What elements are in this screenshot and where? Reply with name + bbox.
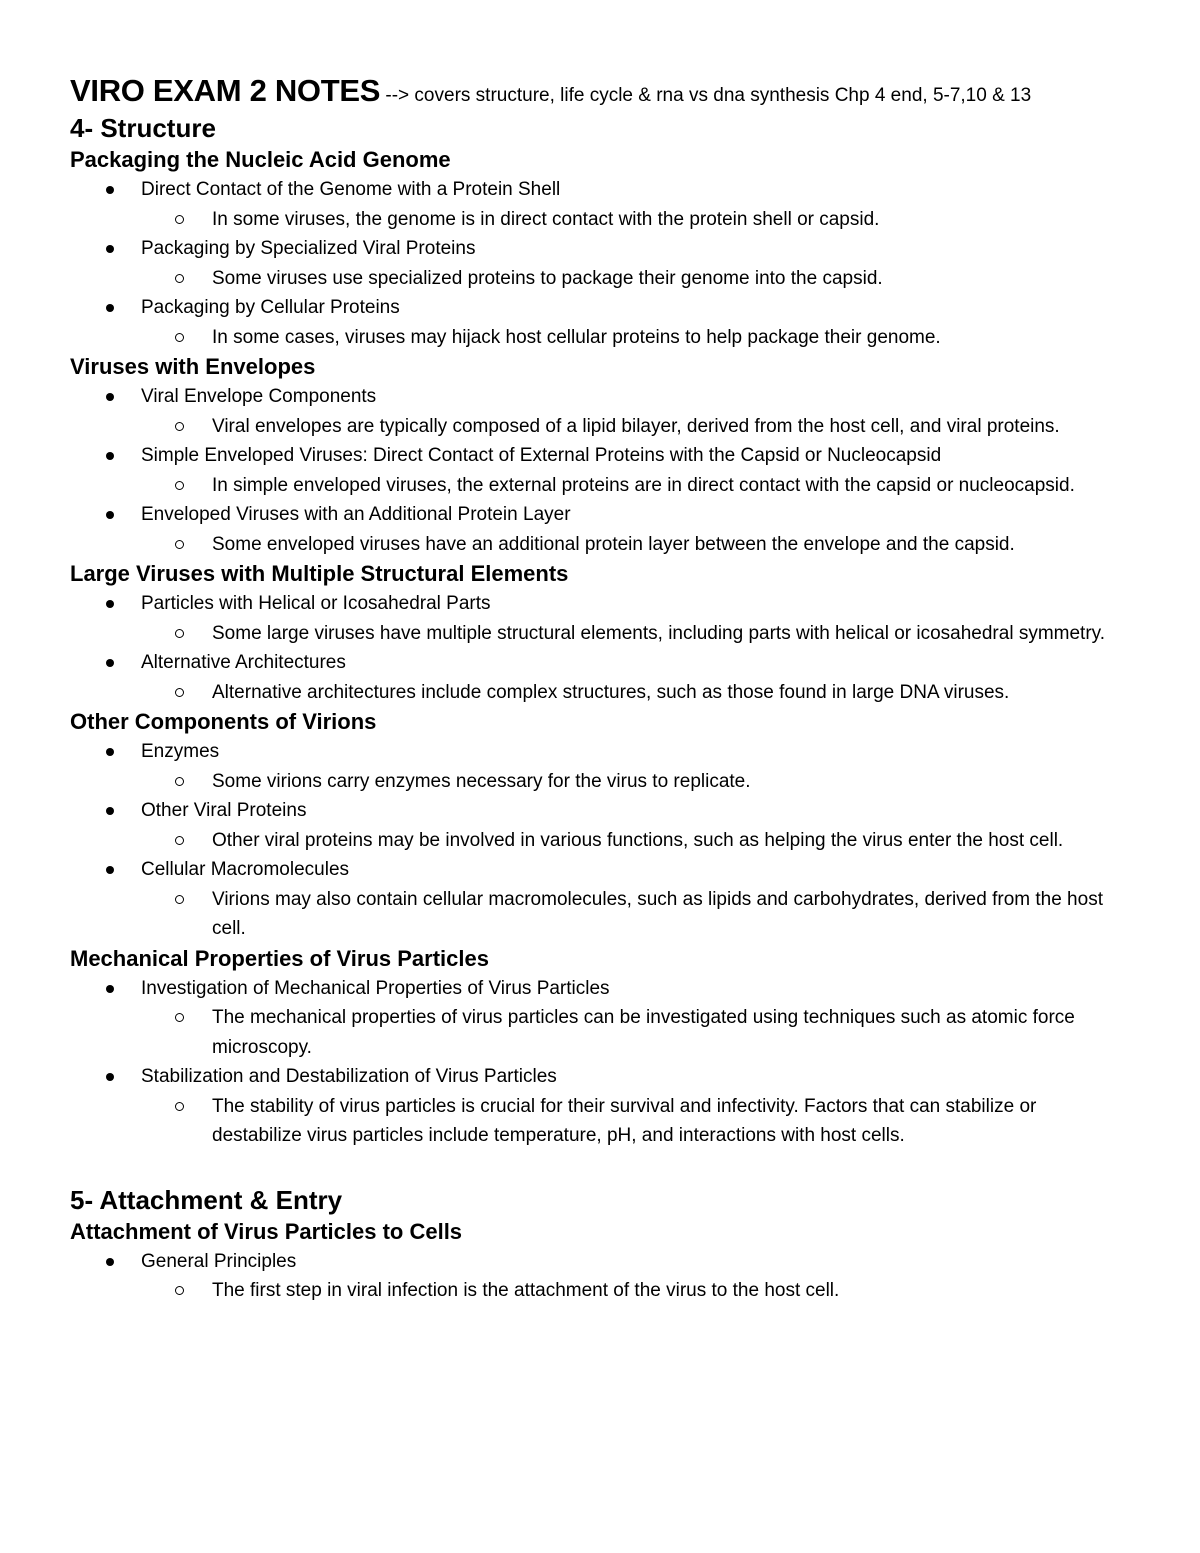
bullet-dot-icon <box>106 452 114 460</box>
bullet-text: Particles with Helical or Icosahedral Parts <box>141 593 491 614</box>
bullet-item <box>70 500 1130 559</box>
document-body <box>70 111 1130 1306</box>
section-heading: 5- Attachment & Entry <box>70 1184 343 1215</box>
subsection-heading: Large Viruses with Multiple Structural Elements <box>70 561 569 586</box>
sub-bullet-list <box>141 264 1130 294</box>
sub-bullet-list <box>141 1092 1130 1151</box>
bullet-circle-icon <box>175 777 184 786</box>
sub-bullet-item <box>141 471 1130 501</box>
bullet-text: Simple Enveloped Viruses: Direct Contact of External Proteins with the Capsid or Nucleocapsid <box>141 445 942 466</box>
sub-bullet-text: In simple enveloped viruses, the external proteins are in direct contact with the capsid or nucleocapsid. <box>212 474 1075 496</box>
sub-bullet-text: Alternative architectures include complex structures, such as those found in large DNA viruses. <box>212 681 1010 703</box>
subsection-heading: Mechanical Properties of Virus Particles <box>70 945 489 971</box>
bullet-circle-icon <box>175 1286 184 1295</box>
sub-bullet-text: Some virions carry enzymes necessary for the virus to replicate. <box>212 770 751 792</box>
sub-bullet-item <box>141 826 1130 856</box>
bullet-text: Stabilization and Destabilization of Virus Particles <box>141 1066 557 1087</box>
sub-bullet-text: Some enveloped viruses have an additional protein layer between the envelope and the capsid. <box>212 533 1015 555</box>
sub-bullet-item <box>141 678 1130 708</box>
bullet-text: Enveloped Viruses with an Additional Protein Layer <box>141 504 571 525</box>
bullet-dot-icon <box>106 186 114 194</box>
subsection-heading: Viruses with Envelopes <box>70 354 316 379</box>
document-title-main: VIRO EXAM 2 NOTES <box>70 73 381 108</box>
bullet-circle-icon <box>175 481 184 490</box>
bullet-item <box>70 441 1130 500</box>
sub-bullet-text: The stability of virus particles is crucial for their survival and infectivity. Factors that can stabilize or destabilize virus particles include temperature, pH, and interactions with host cells. <box>212 1095 1037 1146</box>
sub-bullet-list <box>141 205 1130 235</box>
bullet-dot-icon <box>106 304 114 312</box>
sub-bullet-list <box>141 1003 1130 1062</box>
sub-bullet-text: The mechanical properties of virus particles can be investigated using techniques such as atomic force microscopy. <box>212 1007 1075 1058</box>
sub-bullet-text: The first step in viral infection is the attachment of the virus to the host cell. <box>212 1280 840 1301</box>
bullet-item <box>70 737 1130 796</box>
subsection-heading: Attachment of Virus Particles to Cells <box>70 1218 463 1244</box>
bullet-dot-icon <box>106 393 114 401</box>
bullet-text: Cellular Macromolecules <box>141 859 350 880</box>
bullet-item <box>70 796 1130 855</box>
sub-bullet-item <box>141 619 1130 649</box>
bullet-item <box>70 855 1130 944</box>
sub-bullet-text: In some cases, viruses may hijack host cellular proteins to help package their genome. <box>212 326 941 348</box>
document-title-subtitle: --> covers structure, life cycle & rna vs dna synthesis Chp 4 end, 5-7,10 & 13 <box>380 85 1032 106</box>
bullet-dot-icon <box>106 659 114 667</box>
bullet-circle-icon <box>175 629 184 638</box>
bullet-list <box>70 974 1130 1151</box>
bullet-dot-icon <box>106 511 114 519</box>
bullet-circle-icon <box>175 422 184 431</box>
sub-bullet-list <box>141 619 1130 649</box>
bullet-item <box>70 589 1130 648</box>
sub-bullet-item <box>141 264 1130 294</box>
bullet-text: General Principles <box>141 1250 297 1272</box>
sub-bullet-text: In some viruses, the genome is in direct contact with the protein shell or capsid. <box>212 208 880 230</box>
sub-bullet-item <box>141 205 1130 235</box>
bullet-circle-icon <box>175 274 184 283</box>
bullet-list <box>70 382 1130 559</box>
bullet-item <box>70 234 1130 293</box>
bullet-list <box>70 175 1130 352</box>
sub-bullet-text: Viral envelopes are typically composed of a lipid bilayer, derived from the host cell, and viral proteins. <box>212 415 1060 437</box>
sub-bullet-list <box>141 826 1130 856</box>
document-title <box>70 73 1130 111</box>
subsection-heading: Packaging the Nucleic Acid Genome <box>70 147 451 172</box>
sub-bullet-item <box>141 323 1130 353</box>
bullet-item <box>70 1062 1130 1151</box>
bullet-dot-icon <box>106 866 114 874</box>
bullet-dot-icon <box>106 748 114 756</box>
bullet-item <box>70 382 1130 441</box>
section-heading: 4- Structure <box>70 113 216 143</box>
bullet-list <box>70 589 1130 707</box>
bullet-dot-icon <box>106 1073 114 1081</box>
bullet-item <box>70 293 1130 352</box>
sub-bullet-text: Some large viruses have multiple structural elements, including parts with helical or icosahedral symmetry. <box>212 622 1106 644</box>
bullet-circle-icon <box>175 836 184 845</box>
bullet-text: Investigation of Mechanical Properties of Virus Particles <box>141 977 610 999</box>
bullet-item <box>70 175 1130 234</box>
bullet-circle-icon <box>175 895 184 904</box>
sub-bullet-list <box>141 471 1130 501</box>
sub-bullet-item <box>141 412 1130 442</box>
subsection-heading: Other Components of Virions <box>70 709 377 734</box>
bullet-dot-icon <box>106 807 114 815</box>
bullet-item <box>70 974 1130 1063</box>
sub-bullet-list <box>141 412 1130 442</box>
bullet-text: Viral Envelope Components <box>141 386 377 407</box>
sub-bullet-item <box>141 885 1130 944</box>
sub-bullet-list <box>141 767 1130 797</box>
bullet-list <box>70 737 1130 944</box>
bullet-text: Other Viral Proteins <box>141 800 307 821</box>
sub-bullet-item <box>141 1092 1130 1151</box>
sub-bullet-item <box>141 767 1130 797</box>
bullet-dot-icon <box>106 600 114 608</box>
sub-bullet-list <box>141 678 1130 708</box>
bullet-circle-icon <box>175 1013 184 1022</box>
sub-bullet-list <box>141 323 1130 353</box>
bullet-item <box>70 648 1130 707</box>
sub-bullet-list <box>141 1276 1130 1306</box>
bullet-dot-icon <box>106 245 114 253</box>
bullet-circle-icon <box>175 333 184 342</box>
bullet-dot-icon <box>106 985 114 993</box>
sub-bullet-text: Other viral proteins may be involved in various functions, such as helping the virus enter the host cell. <box>212 829 1064 851</box>
bullet-circle-icon <box>175 1102 184 1111</box>
bullet-list <box>70 1247 1130 1306</box>
sub-bullet-item <box>141 1003 1130 1062</box>
bullet-circle-icon <box>175 688 184 697</box>
sub-bullet-list <box>141 530 1130 560</box>
bullet-circle-icon <box>175 540 184 549</box>
bullet-circle-icon <box>175 215 184 224</box>
bullet-text: Packaging by Cellular Proteins <box>141 297 400 318</box>
sub-bullet-text: Virions may also contain cellular macromolecules, such as lipids and carbohydrates, derived from the host cell. <box>212 888 1103 939</box>
sub-bullet-item <box>141 530 1130 560</box>
bullet-text: Direct Contact of the Genome with a Protein Shell <box>141 179 561 200</box>
sub-bullet-text: Some viruses use specialized proteins to package their genome into the capsid. <box>212 267 883 289</box>
bullet-item <box>70 1247 1130 1306</box>
sub-bullet-list <box>141 885 1130 944</box>
sub-bullet-item <box>141 1276 1130 1306</box>
bullet-dot-icon <box>106 1258 114 1266</box>
bullet-text: Alternative Architectures <box>141 652 346 673</box>
bullet-text: Enzymes <box>141 741 220 762</box>
bullet-text: Packaging by Specialized Viral Proteins <box>141 238 476 259</box>
